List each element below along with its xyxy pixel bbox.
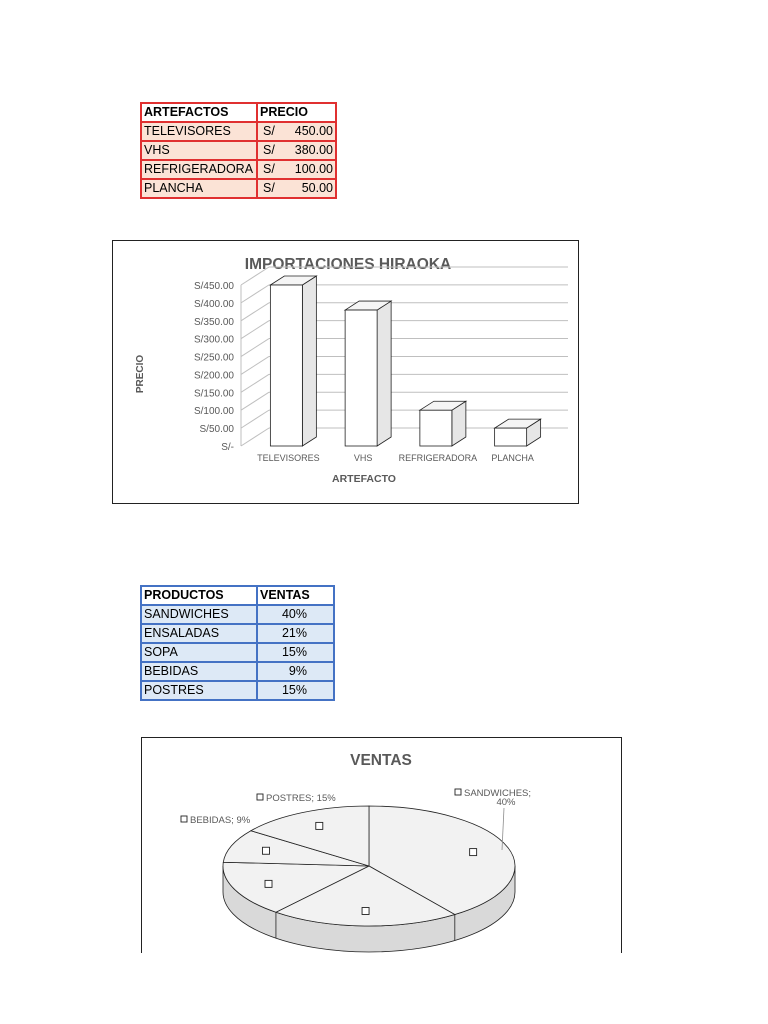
price-amount: 380.00 <box>294 143 333 157</box>
x-tick-labels <box>257 453 534 463</box>
data-label-value-0: 40% <box>496 797 516 808</box>
table-row <box>141 605 334 624</box>
table-row <box>141 681 334 700</box>
cell-value: 40% <box>257 605 334 624</box>
pie-chart <box>142 738 621 953</box>
header-cell-artefactos: ARTEFACTOS <box>141 103 257 122</box>
artefactos-table <box>140 102 337 199</box>
x-tick-label: PLANCHA <box>491 453 534 463</box>
pie-marker-3 <box>262 847 269 854</box>
pie-marker-1 <box>362 907 369 914</box>
cell-price <box>257 179 336 198</box>
grid-line-depth <box>241 410 269 428</box>
cell-price <box>257 141 336 160</box>
table-row <box>141 179 336 198</box>
y-tick-label: S/300.00 <box>193 334 234 346</box>
cell-item: ENSALADAS <box>141 624 257 643</box>
data-label-0: SANDWICHES; <box>464 788 532 799</box>
bar-chart-container <box>112 240 579 504</box>
table-header-row <box>141 586 334 605</box>
y-tick-label: S/200.00 <box>193 370 234 382</box>
grid-line-depth <box>241 303 269 321</box>
cell-value: 9% <box>257 662 334 681</box>
currency-symbol: S/ <box>263 143 275 157</box>
cell-price <box>257 160 336 179</box>
price-amount: 100.00 <box>294 162 333 176</box>
y-tick-labels <box>194 281 234 453</box>
pie-marker-0 <box>470 849 477 856</box>
bar-3 <box>495 428 527 446</box>
currency-symbol: S/ <box>263 124 275 138</box>
header-cell-ventas: VENTAS <box>257 586 334 605</box>
price-amount: 450.00 <box>294 124 333 138</box>
cell-item: SOPA <box>141 643 257 662</box>
header-cell-productos: PRODUCTOS <box>141 586 257 605</box>
x-tick-label: VHS <box>353 453 373 463</box>
x-tick-label: TELEVISORES <box>257 453 320 463</box>
y-tick-label: S/100.00 <box>193 406 234 418</box>
cell-item: REFRIGERADORA <box>141 160 257 179</box>
header-cell-precio: PRECIO <box>257 103 336 122</box>
bar-marks <box>270 276 540 446</box>
bar-2 <box>420 410 452 446</box>
bar-0 <box>270 285 302 446</box>
pie-chart-container <box>141 737 622 953</box>
y-tick-label: S/400.00 <box>193 298 234 310</box>
chart-title: IMPORTACIONES HIRAOKA <box>244 256 452 273</box>
y-tick-label: S/- <box>221 442 234 453</box>
cell-price <box>257 122 336 141</box>
data-label-3: BEBIDAS; 9% <box>190 815 251 826</box>
cell-value: 15% <box>257 643 334 662</box>
productos-table <box>140 585 335 701</box>
cell-item: TELEVISORES <box>141 122 257 141</box>
y-axis-label: PRECIO <box>135 354 146 394</box>
data-label-4: POSTRES; 15% <box>266 793 336 804</box>
y-tick-label: S/350.00 <box>193 316 234 328</box>
currency-symbol: S/ <box>263 162 275 176</box>
grid-line-depth <box>241 285 269 303</box>
currency-symbol: S/ <box>263 181 275 195</box>
table-row <box>141 662 334 681</box>
grid-line-depth <box>241 392 269 410</box>
cell-value: 21% <box>257 624 334 643</box>
cell-item: PLANCHA <box>141 179 257 198</box>
grid-line-depth <box>241 428 269 446</box>
pie-marker-4 <box>316 822 323 829</box>
pie-body <box>223 806 515 952</box>
cell-item: SANDWICHES <box>141 605 257 624</box>
cell-item: BEBIDAS <box>141 662 257 681</box>
bar-side-0 <box>302 276 316 446</box>
grid-line-depth <box>241 374 269 392</box>
y-tick-label: S/450.00 <box>193 281 234 292</box>
table-row <box>141 122 336 141</box>
y-tick-label: S/250.00 <box>193 352 234 364</box>
bar-chart <box>113 241 578 503</box>
table-row <box>141 160 336 179</box>
grid-line-depth <box>241 339 269 357</box>
table-header-row <box>141 103 336 122</box>
pie-marker-2 <box>265 880 272 887</box>
cell-value: 15% <box>257 681 334 700</box>
bar-side-1 <box>377 301 391 446</box>
cell-item: VHS <box>141 141 257 160</box>
x-axis-label: ARTEFACTO <box>332 473 396 485</box>
y-tick-label: S/50.00 <box>199 424 234 436</box>
grid-line-depth <box>241 356 269 374</box>
chart-title: VENTAS <box>350 752 412 769</box>
table-row <box>141 624 334 643</box>
x-tick-label: REFRIGERADORA <box>398 453 478 463</box>
legend-key-3 <box>181 816 187 822</box>
grid-line-depth <box>241 321 269 339</box>
table-row <box>141 643 334 662</box>
bar-1 <box>345 310 377 446</box>
price-amount: 50.00 <box>301 181 333 195</box>
table-row <box>141 141 336 160</box>
legend-key-4 <box>257 794 263 800</box>
cell-item: POSTRES <box>141 681 257 700</box>
y-tick-label: S/150.00 <box>193 388 234 400</box>
legend-key-0 <box>455 789 461 795</box>
